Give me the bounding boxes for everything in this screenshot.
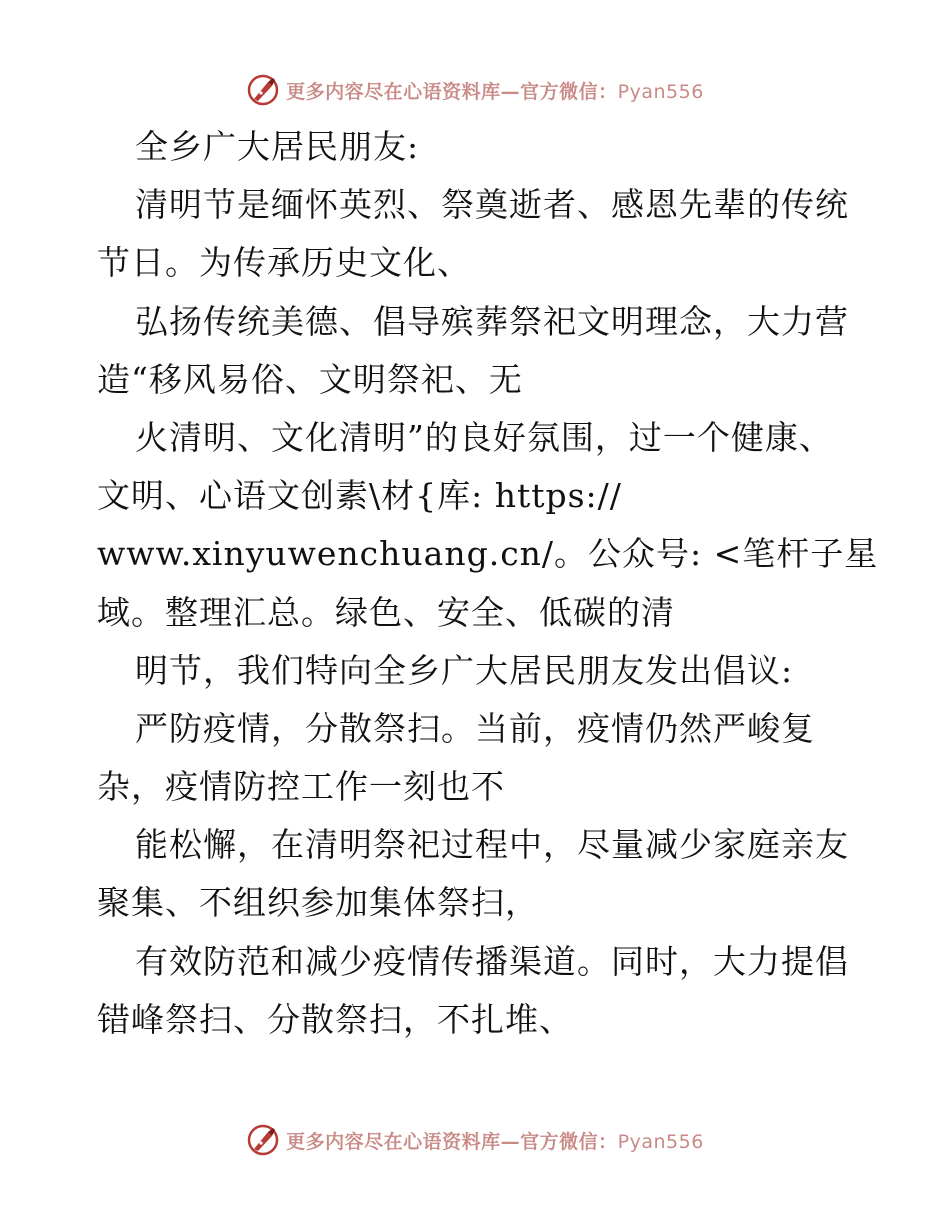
text-line: 文明、心语文创素\材{库: https:// xyxy=(97,476,622,516)
text-line: 杂，疫情防控工作一刻也不 xyxy=(97,767,505,807)
footer-banner xyxy=(0,1120,950,1160)
text-line: 清明节是缅怀英烈、祭奠逝者、感恩先辈的传统 xyxy=(135,185,849,225)
text-line: 聚集、不组织参加集体祭扫， xyxy=(97,883,539,923)
text-line: 域。整理汇总。绿色、安全、低碳的清 xyxy=(97,592,675,632)
pen-nib-logo-icon xyxy=(246,1123,280,1157)
text-line: 错峰祭扫、分散祭扫，不扎堆、 xyxy=(97,999,573,1039)
text-line: 严防疫情，分散祭扫。当前，疫情仍然严峻复 xyxy=(135,708,815,748)
document-body xyxy=(97,118,879,1049)
text-line: 有效防范和减少疫情传播渠道。同时，大力提倡 xyxy=(135,941,849,981)
header-banner xyxy=(0,70,950,110)
text-line: 火清明、文化清明”的良好氛围，过一个健康、 xyxy=(135,417,833,457)
text-line: 能松懈，在清明祭祀过程中，尽量减少家庭亲友 xyxy=(135,825,849,865)
header-wechat-id: Pyan556 xyxy=(617,80,704,103)
footer-banner-text: 更多内容尽在心语资料库—官方微信：Pyan556 xyxy=(286,1130,704,1153)
footer-wechat-id: Pyan556 xyxy=(617,1130,704,1153)
pen-nib-logo-icon xyxy=(246,73,280,107)
text-line: 明节，我们特向全乡广大居民朋友发出倡议: xyxy=(135,650,794,690)
text-line: 节日。为传承历史文化、 xyxy=(97,243,471,283)
text-line: 造“移风易俗、文明祭祀、无 xyxy=(97,359,523,399)
text-line: 弘扬传统美德、倡导殡葬祭祀文明理念，大力营 xyxy=(135,301,849,341)
text-line: www.xinyuwenchuang.cn/。公众号: <笔杆子星 xyxy=(97,534,879,574)
text-line: 全乡广大居民朋友: xyxy=(135,127,420,166)
header-banner-text: 更多内容尽在心语资料库—官方微信：Pyan556 xyxy=(286,80,704,103)
